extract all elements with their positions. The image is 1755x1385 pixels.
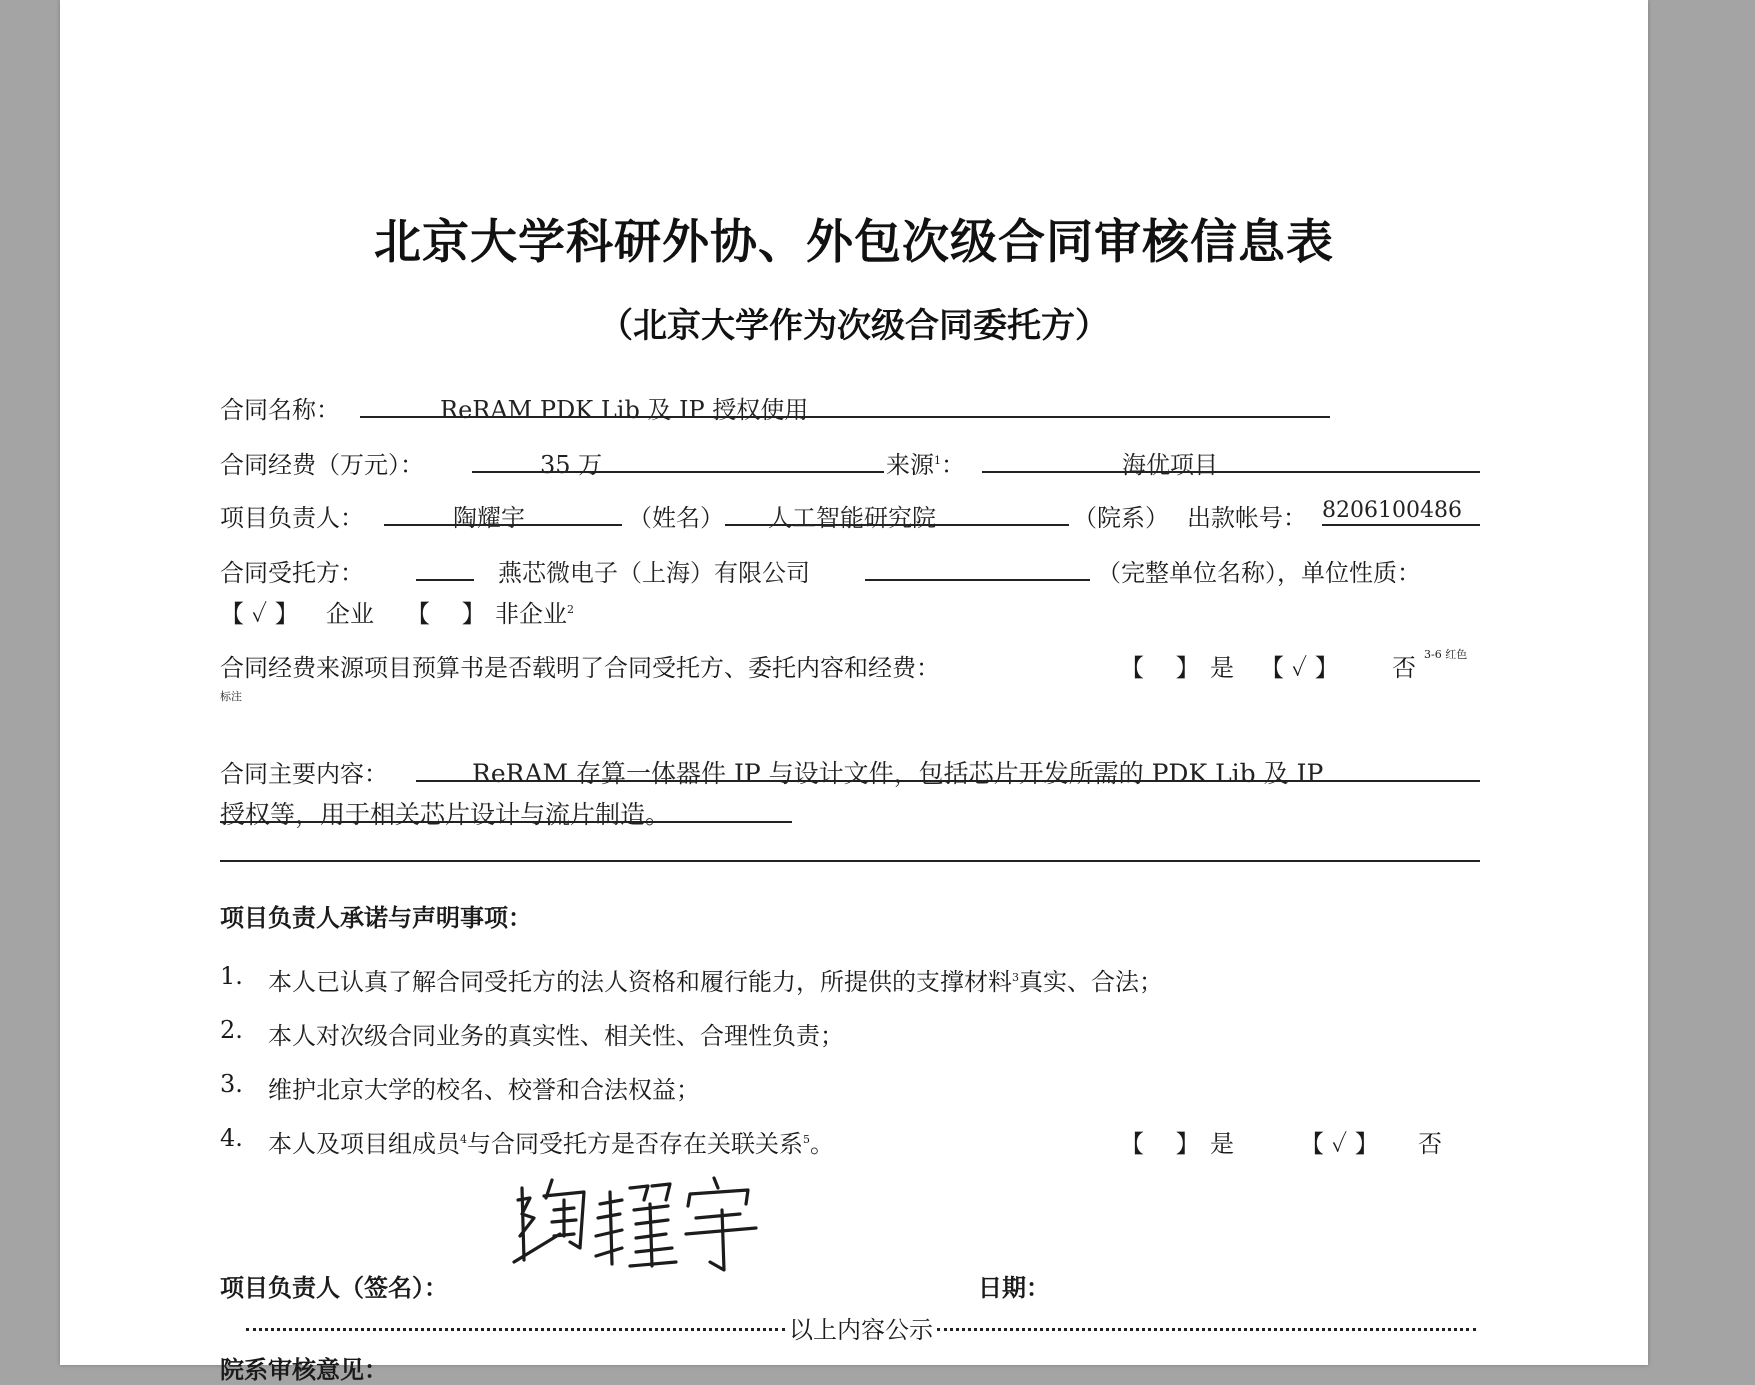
contractor-underline-post bbox=[865, 579, 1090, 581]
dotted-rule-right bbox=[937, 1328, 1476, 1331]
contract-name-label: 合同名称： bbox=[220, 396, 340, 424]
date-label: 日期： bbox=[978, 1274, 1050, 1302]
enterprise-checkbox: 【 ✓ 】 bbox=[220, 600, 299, 628]
budget-yes-option: 是 bbox=[1210, 654, 1234, 682]
department-suffix: （院系） bbox=[1073, 504, 1169, 532]
fee-source-underline bbox=[982, 471, 1480, 473]
budget-question-text: 合同经费来源项目预算书是否载明了合同受托方、委托内容和经费： bbox=[220, 654, 940, 682]
account-label: 出款帐号： bbox=[1187, 504, 1307, 532]
declaration-item-4-num: 4. bbox=[220, 1124, 243, 1152]
public-notice-divider bbox=[246, 1310, 1476, 1345]
declaration-item-3-num: 3. bbox=[220, 1070, 243, 1098]
page-title: 北京大学科研外协、外包次级合同审核信息表 bbox=[374, 215, 1334, 270]
declaration-item-1-num: 1. bbox=[220, 962, 243, 990]
budget-note-line2: 标注 bbox=[220, 690, 242, 703]
budget-note-superscript: 3-6 红色 bbox=[1424, 648, 1468, 661]
declaration-heading: 项目负责人承诺与声明事项： bbox=[220, 904, 532, 932]
fee-source-value: 海优项目 bbox=[1122, 451, 1218, 479]
declaration-item-1: 本人已认真了解合同受托方的法人资格和履行能力，所提供的支撑材料$^3$真实、合法； bbox=[268, 968, 1163, 996]
contract-name-value: ReRAM PDK Lib 及 IP 授权使用 bbox=[440, 396, 809, 424]
non-enterprise-checkbox: 【 】 bbox=[406, 600, 486, 628]
budget-yes-checkbox: 【 】 bbox=[1120, 654, 1200, 682]
main-content-underline-3 bbox=[220, 860, 1480, 862]
page-subtitle: （北京大学作为次级合同委托方） bbox=[599, 306, 1109, 346]
document-page bbox=[60, 0, 1648, 1384]
contractor-label: 合同受托方： bbox=[220, 559, 364, 587]
declaration-item-2: 本人对次级合同业务的真实性、相关性、合理性负责； bbox=[268, 1022, 844, 1050]
main-content-line1: ReRAM 存算一体器件 IP 与设计文件，包括芯片开发所需的 PDK Lib 及 IP bbox=[472, 759, 1324, 788]
declaration-item-3: 维护北京大学的校名、校誉和合法权益； bbox=[268, 1076, 700, 1104]
contract-fee-value: 35 万 bbox=[540, 451, 603, 479]
contractor-value: 燕芯微电子（上海）有限公司 bbox=[498, 559, 810, 587]
department-review-heading: 院系审核意见： bbox=[220, 1356, 388, 1384]
q4-no-checkbox: 【 ✓ 】 bbox=[1300, 1130, 1379, 1158]
non-enterprise-option: 非企业$^2$ bbox=[495, 600, 574, 628]
contract-fee-label: 合同经费（万元）： bbox=[220, 451, 424, 479]
leader-name-value: 陶耀宇 bbox=[453, 504, 525, 532]
declaration-item-4: 本人及项目组成员$^4$与合同受托方是否存在关联关系$^5$。 bbox=[268, 1130, 834, 1158]
account-underline bbox=[1322, 524, 1480, 526]
contractor-suffix: （完整单位名称），单位性质： bbox=[1097, 559, 1421, 587]
declaration-item-2-num: 2. bbox=[220, 1016, 243, 1044]
project-leader-label: 项目负责人： bbox=[220, 504, 364, 532]
signature-label: 项目负责人（签名）： bbox=[220, 1274, 448, 1302]
q4-yes-option: 是 bbox=[1210, 1130, 1234, 1158]
budget-no-checkbox: 【 ✓ 】 bbox=[1260, 654, 1339, 682]
handwritten-signature bbox=[500, 1170, 780, 1280]
fee-source-label: 来源$^1$： bbox=[886, 451, 965, 479]
contract-fee-underline bbox=[472, 471, 884, 473]
leader-name-suffix: （姓名） bbox=[628, 504, 724, 532]
q4-no-option: 否 bbox=[1418, 1130, 1442, 1158]
public-notice-text: 以上内容公示 bbox=[789, 1316, 933, 1344]
enterprise-option: 企业 bbox=[326, 600, 374, 628]
account-value: 8206100486 bbox=[1322, 498, 1462, 523]
q4-yes-checkbox: 【 】 bbox=[1120, 1130, 1200, 1158]
budget-no-option: 否 bbox=[1392, 654, 1416, 682]
dotted-rule-left bbox=[246, 1328, 785, 1331]
main-content-line2: 授权等，用于相关芯片设计与流片制造。 bbox=[220, 800, 671, 829]
department-value: 人工智能研究院 bbox=[768, 504, 936, 532]
contractor-underline-pre bbox=[416, 579, 474, 581]
main-content-label: 合同主要内容： bbox=[220, 760, 388, 788]
